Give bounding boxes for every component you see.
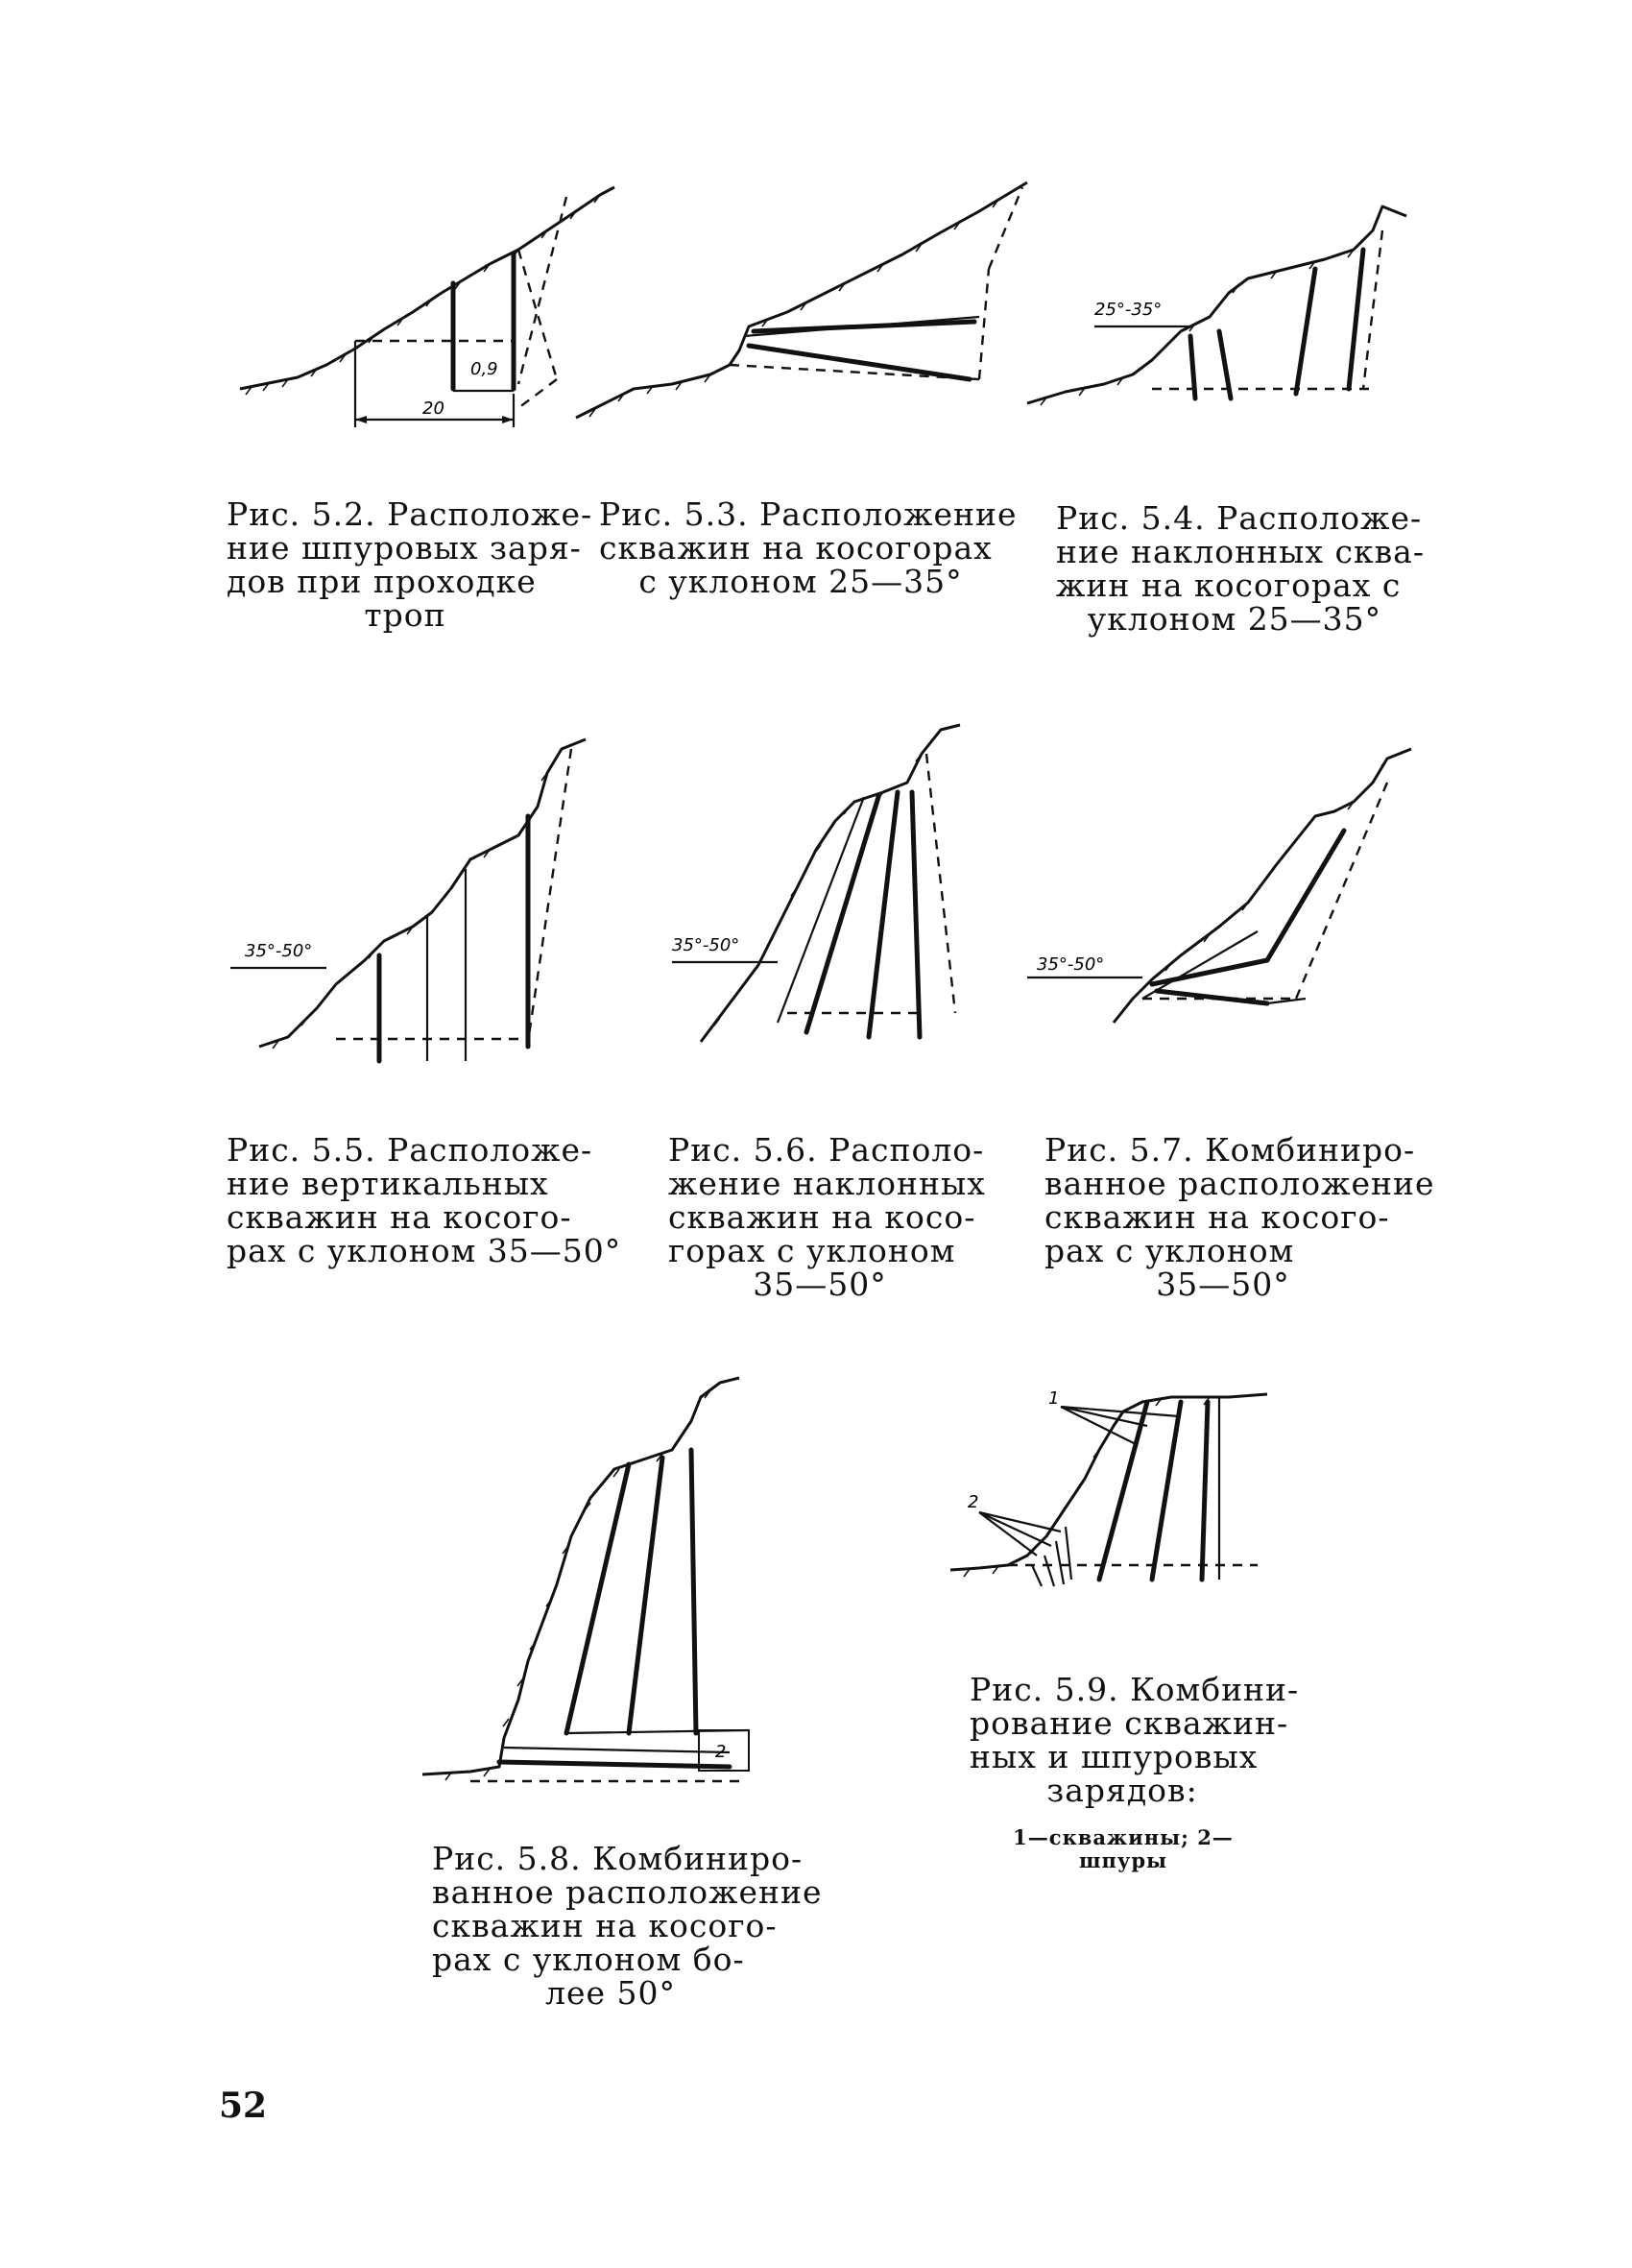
caption-line: жение наклонных xyxy=(668,1165,986,1202)
figure-5-9-legend xyxy=(979,1826,1267,1872)
figure-5-3-drawing xyxy=(576,173,1056,432)
figure-5-7-caption xyxy=(1044,1131,1435,1303)
label-1: 1 xyxy=(1048,1388,1060,1409)
caption-line: рах с уклоном бо- xyxy=(432,1941,745,1978)
figure-5-9-caption xyxy=(970,1671,1300,1809)
figure-5-4-caption xyxy=(1056,499,1425,638)
caption-line: Рис. 5.8. Комбиниро- xyxy=(432,1840,804,1877)
label-2: 2 xyxy=(968,1492,979,1512)
caption-line: рование скважин- xyxy=(970,1704,1289,1742)
figure-5-5-caption xyxy=(227,1131,622,1269)
dim-label-0-9: 0,9 xyxy=(470,359,498,379)
figure-5-7-drawing xyxy=(1027,739,1430,1047)
caption-line: Рис. 5.4. Расположе- xyxy=(1056,499,1423,537)
caption-line: ных и шпуровых xyxy=(970,1738,1259,1775)
caption-line: горах с уклоном xyxy=(668,1232,956,1269)
figure-5-6-caption xyxy=(668,1131,986,1303)
caption-line: Рис. 5.9. Комбини- xyxy=(970,1671,1300,1708)
label-2: 2 xyxy=(715,1742,727,1762)
caption-line: Рис. 5.2. Расположе- xyxy=(227,495,593,533)
caption-line: зарядов: xyxy=(1046,1772,1198,1809)
legend-line: 1—скважины; 2— xyxy=(1013,1825,1234,1849)
caption-line: скважин на косо- xyxy=(668,1198,976,1236)
figure-5-2-drawing xyxy=(230,178,634,437)
caption-line: скважин на косого- xyxy=(227,1198,572,1236)
caption-line: Рис. 5.3. Расположение xyxy=(599,495,1018,533)
page-number: 52 xyxy=(219,2086,268,2126)
caption-line: Рис. 5.6. Располо- xyxy=(668,1131,985,1169)
figure-5-4-drawing xyxy=(1027,202,1450,432)
figure-5-2-caption xyxy=(227,495,593,634)
caption-line: 35—50° xyxy=(753,1266,887,1303)
caption-line: скважин на косогорах xyxy=(599,529,993,567)
caption-line: 35—50° xyxy=(1156,1266,1290,1303)
caption-line: ние наклонных сква- xyxy=(1056,533,1425,570)
caption-line: Рис. 5.7. Комбиниро- xyxy=(1044,1131,1416,1169)
figure-5-9-drawing xyxy=(941,1373,1286,1604)
caption-line: ние шпуровых заря- xyxy=(227,529,582,567)
slope-label: 25°-35° xyxy=(1094,300,1163,320)
figure-5-8-drawing xyxy=(413,1373,797,1796)
caption-line: троп xyxy=(364,596,446,634)
caption-line: ние вертикальных xyxy=(227,1165,549,1202)
legend-line: шпуры xyxy=(1078,1848,1168,1872)
caption-line: скважин на косого- xyxy=(1044,1198,1390,1236)
figure-5-6-drawing xyxy=(672,715,979,1061)
caption-line: рах с уклоном xyxy=(1044,1232,1295,1269)
caption-line: рах с уклоном 35—50° xyxy=(227,1232,622,1269)
caption-line: лее 50° xyxy=(544,1974,676,2012)
caption-line: ванное расположение xyxy=(1044,1165,1435,1202)
caption-line: с уклоном 25—35° xyxy=(638,563,963,600)
figure-5-5-drawing xyxy=(230,730,595,1075)
caption-line: уклоном 25—35° xyxy=(1087,600,1382,638)
caption-line: скважин на косого- xyxy=(432,1907,778,1944)
caption-line: дов при проходке xyxy=(227,563,537,600)
slope-label: 35°-50° xyxy=(672,935,740,955)
figure-5-3-caption xyxy=(599,495,1018,600)
slope-label: 35°-50° xyxy=(245,941,313,961)
dim-label-20: 20 xyxy=(422,398,444,419)
slope-label: 35°-50° xyxy=(1037,954,1105,975)
caption-line: жин на косогорах с xyxy=(1056,567,1402,604)
caption-line: ванное расположение xyxy=(432,1873,823,1911)
figure-5-8-caption xyxy=(432,1840,823,2012)
caption-line: Рис. 5.5. Расположе- xyxy=(227,1131,593,1169)
